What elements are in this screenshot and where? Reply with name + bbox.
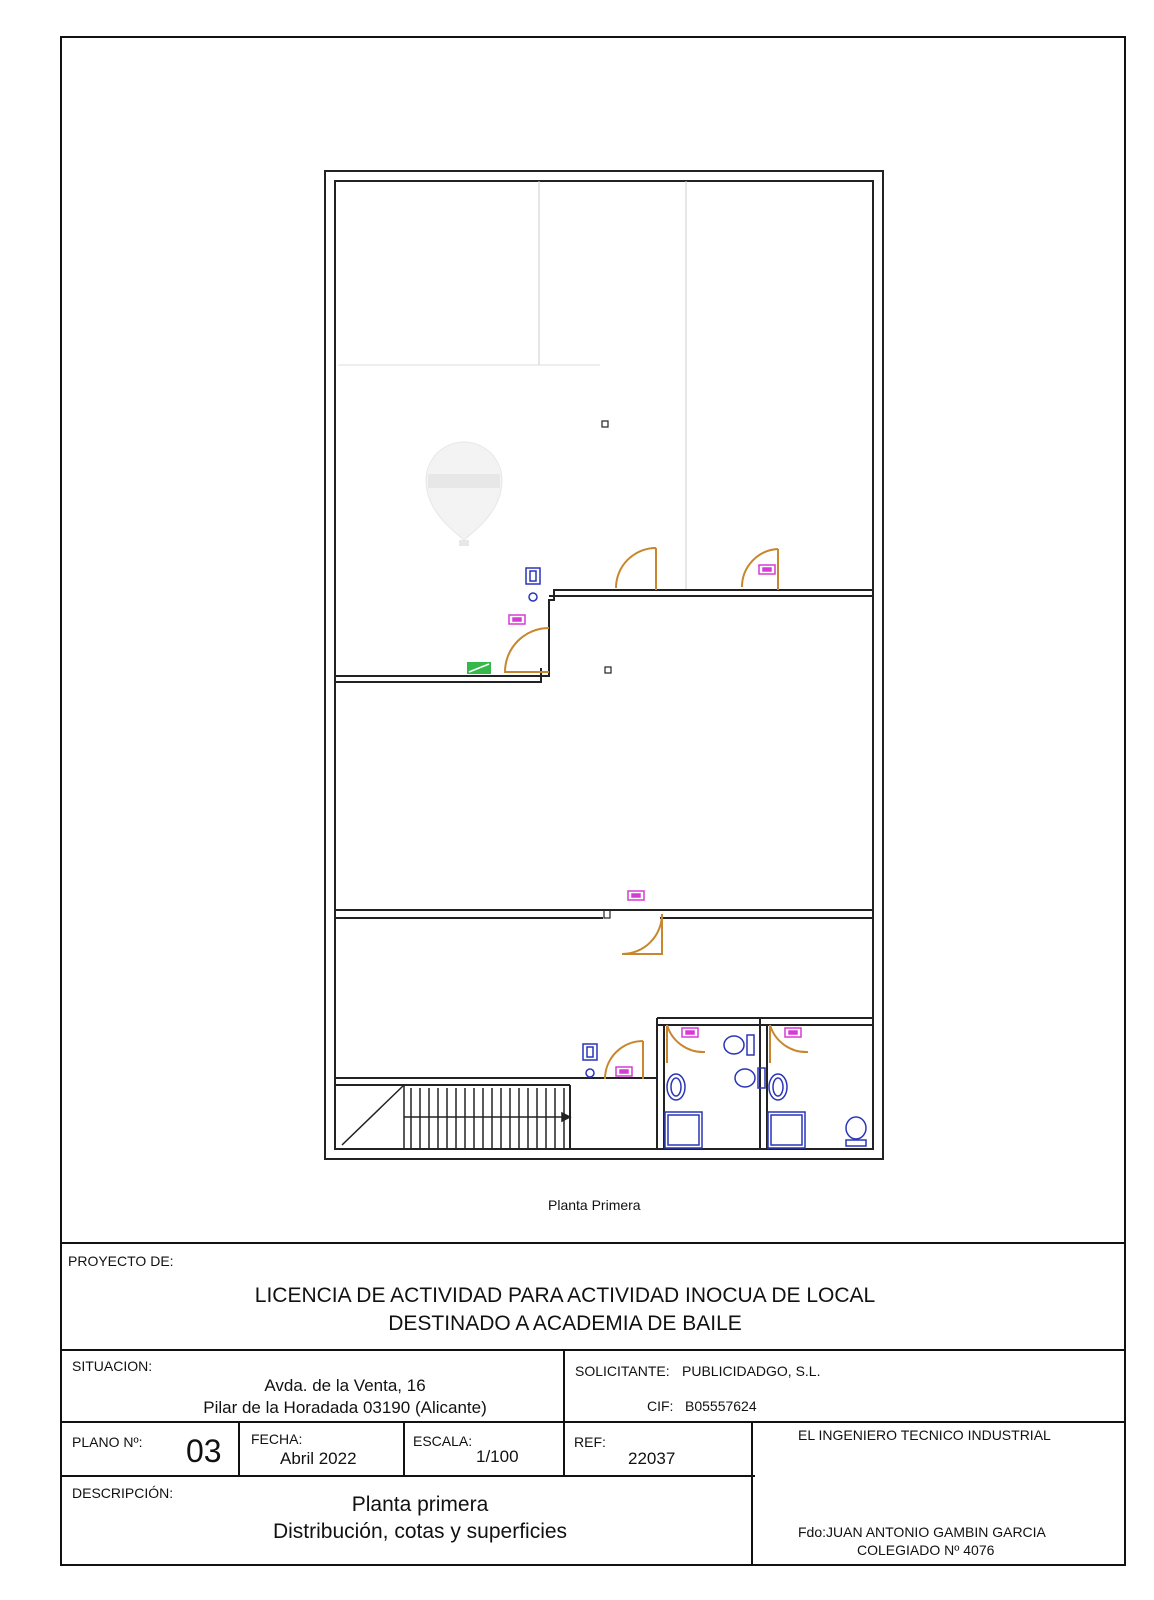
fecha-value: Abril 2022	[280, 1449, 357, 1468]
situacion-label: SITUACION:	[72, 1358, 153, 1374]
light-point-3	[604, 910, 610, 918]
proyecto-line-1: LICENCIA DE ACTIVIDAD PARA ACTIVIDAD INOCUA DE LOCAL	[254, 1284, 876, 1307]
descripcion-line-2: Distribución, cotas y superficies	[272, 1520, 568, 1543]
light-point-2	[605, 667, 611, 673]
cif-label: CIF:	[647, 1398, 674, 1414]
plan-caption: Planta Primera	[548, 1197, 641, 1213]
emergency-lights	[509, 565, 801, 1076]
descripcion-line-1: Planta primera	[351, 1493, 489, 1516]
toilet-1	[724, 1036, 744, 1054]
plano-label: PLANO Nº:	[72, 1434, 143, 1450]
light-point-1	[602, 421, 608, 427]
ingeniero-label: EL INGENIERO TECNICO INDUSTRIAL	[798, 1427, 1051, 1443]
plano-value: 03	[186, 1433, 222, 1469]
outer-wall-outer-line	[325, 171, 883, 1159]
cif-value: B05557624	[685, 1398, 757, 1414]
situacion-line-2: Pilar de la Horadada 03190 (Alicante)	[203, 1398, 487, 1417]
fire-extinguishers	[526, 568, 597, 1077]
proyecto-line-2: DESTINADO A ACADEMIA DE BAILE	[388, 1312, 742, 1335]
toilet-accessible	[846, 1117, 866, 1139]
door-upper-center	[616, 548, 656, 590]
solicitante-label: SOLICITANTE:	[575, 1363, 670, 1379]
firma-line-2: COLEGIADO Nº 4076	[857, 1542, 995, 1558]
exit-sign	[467, 662, 491, 674]
proyecto-label: PROYECTO DE:	[68, 1253, 174, 1269]
floor-plan	[325, 171, 883, 1159]
door-middle	[622, 914, 662, 954]
solicitante-value: PUBLICIDADGO, S.L.	[682, 1363, 821, 1379]
upper-room-partition	[335, 590, 873, 676]
escala-label: ESCALA:	[413, 1433, 473, 1449]
ref-label: REF:	[574, 1434, 606, 1450]
toilet-2	[735, 1069, 755, 1087]
ref-value: 22037	[628, 1449, 676, 1468]
situacion-line-1: Avda. de la Venta, 16	[264, 1376, 426, 1395]
shower-1	[665, 1112, 702, 1148]
firma-line-1: Fdo:JUAN ANTONIO GAMBIN GARCIA	[798, 1524, 1046, 1540]
escala-value: 1/100	[476, 1447, 519, 1466]
shower-2	[768, 1112, 805, 1148]
descripcion-label: DESCRIPCIÓN:	[72, 1485, 174, 1501]
remax-watermark-logo	[426, 442, 502, 546]
sheet-border	[61, 37, 1125, 1565]
door-upper-left	[505, 628, 549, 672]
staircase	[342, 1085, 570, 1149]
doors	[505, 548, 808, 1079]
fecha-label: FECHA:	[251, 1431, 303, 1447]
outer-wall-inner-line	[335, 181, 873, 1149]
